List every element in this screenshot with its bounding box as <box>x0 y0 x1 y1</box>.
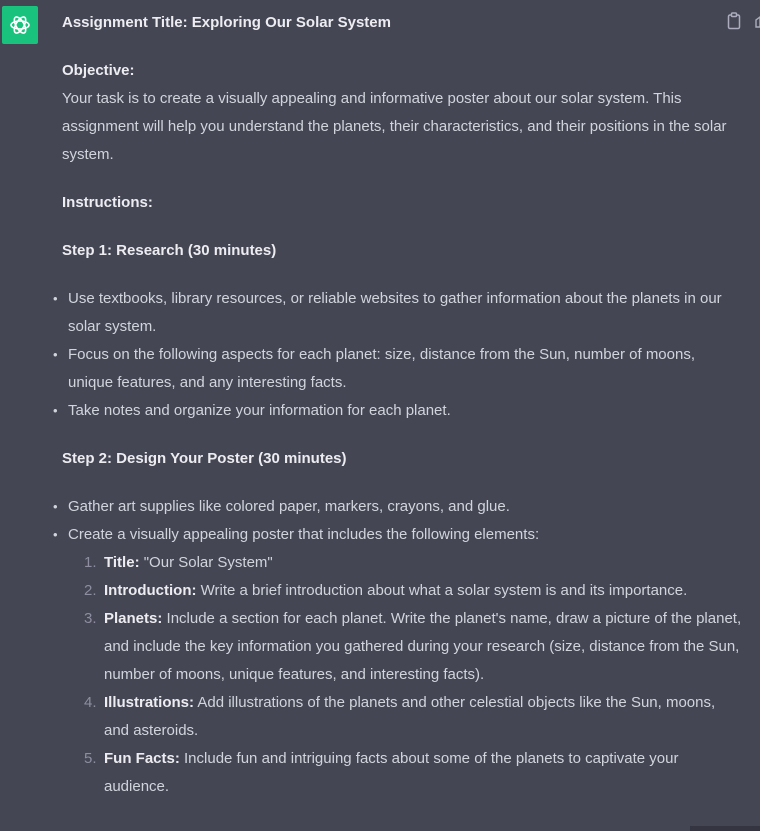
objective-label: Objective: <box>62 62 135 79</box>
element-number: 1. <box>84 554 97 571</box>
list-item: • Gather art supplies like colored paper, markers, crayons, and glue. <box>68 493 742 521</box>
element-number: 3. <box>84 610 97 627</box>
element-text: Include fun and intriguing facts about some of the planets to captivate your audience. <box>104 750 679 795</box>
objective-text: Your task is to create a visually appealing and informative poster about our solar system. This assignment will help you understand the planets, their characteristics, and their positions in the solar system. <box>62 90 727 163</box>
element-text: Include a section for each planet. Write the planet's name, draw a picture of the planet, and include the key information you gathered during your research (size, distance from the Sun, number of moons, unique features, and interesting facts). <box>104 610 742 683</box>
bottom-edge-bar <box>690 826 760 831</box>
poster-element <box>84 745 742 801</box>
poster-element <box>84 549 742 577</box>
element-number: 4. <box>84 694 97 711</box>
assignment-title: Assignment Title: Exploring Our Solar System <box>62 14 391 31</box>
element-label: Illustrations: <box>104 694 195 711</box>
element-number: 5. <box>84 750 97 767</box>
list-item: • Take notes and organize your information for each planet. <box>68 397 742 425</box>
poster-element <box>84 605 742 689</box>
thumb-icon[interactable] <box>754 16 760 28</box>
list-item-text: Create a visually appealing poster that includes the following elements: <box>68 526 540 543</box>
instructions-heading: Instructions: <box>62 194 153 211</box>
element-number: 2. <box>84 582 97 599</box>
element-text: Write a brief introduction about what a solar system is and its importance. <box>196 582 688 599</box>
poster-elements-list <box>68 549 742 801</box>
element-text: "Our Solar System" <box>139 554 273 571</box>
poster-element <box>84 689 742 745</box>
step1-heading: Step 1: Research (30 minutes) <box>62 242 277 259</box>
assistant-avatar <box>2 6 38 44</box>
objective-section <box>62 57 742 169</box>
element-label: Title: <box>104 554 140 571</box>
step2-list <box>62 493 742 801</box>
openai-logo-icon <box>8 13 32 37</box>
step1-list <box>62 285 742 425</box>
list-item: • Use textbooks, library resources, or reliable websites to gather information about the planets in our solar system. <box>68 285 742 341</box>
step2-heading: Step 2: Design Your Poster (30 minutes) <box>62 450 347 467</box>
list-item <box>68 521 742 801</box>
element-label: Introduction: <box>104 582 197 599</box>
element-text: Add illustrations of the planets and other celestial objects like the Sun, moons, and asteroids. <box>104 694 716 739</box>
assistant-message <box>62 9 742 821</box>
element-label: Fun Facts: <box>104 750 180 767</box>
poster-element <box>84 577 742 605</box>
element-label: Planets: <box>104 610 163 627</box>
list-item: • Focus on the following aspects for each planet: size, distance from the Sun, number of moons, unique features, and any interesting facts. <box>68 341 742 397</box>
